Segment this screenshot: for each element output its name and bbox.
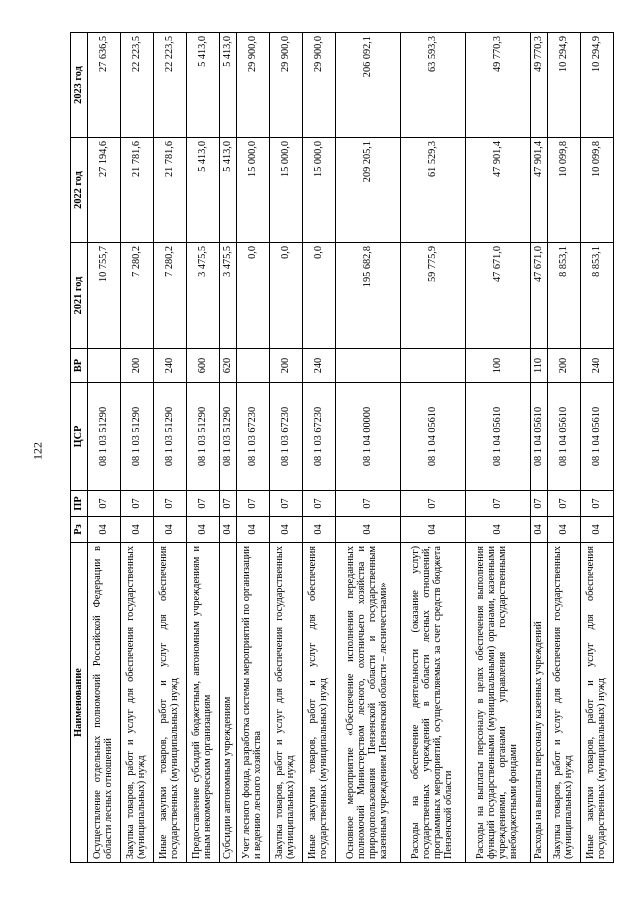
row-2022: 27 194,6: [88, 138, 121, 243]
table-row: [336, 33, 401, 863]
row-pr: 07: [220, 491, 237, 517]
row-2022: 15 000,0: [303, 138, 336, 243]
row-2022: 15 000,0: [270, 138, 303, 243]
row-name: Субсидии автономным учреждениям: [220, 543, 237, 863]
row-rz: 04: [581, 517, 614, 543]
table-row: [548, 33, 581, 863]
row-2021: 7 280,2: [121, 243, 154, 349]
row-name: Расходы на выплаты персоналу казенных учреждений: [531, 543, 548, 863]
table-row: [581, 33, 614, 863]
row-pr: 07: [154, 491, 187, 517]
row-2022: 61 529,3: [401, 138, 466, 243]
row-csr: 08 1 04 05610: [401, 383, 466, 491]
row-2022: 47 901,4: [531, 138, 548, 243]
row-vr: 200: [270, 349, 303, 383]
row-rz: 04: [336, 517, 401, 543]
row-csr: 08 1 04 05610: [466, 383, 531, 491]
row-2021: 8 853,1: [581, 243, 614, 349]
row-pr: 07: [531, 491, 548, 517]
row-csr: 08 1 04 00000: [336, 383, 401, 491]
row-vr: 600: [187, 349, 220, 383]
column-header-2023: 2023 год: [71, 33, 88, 138]
row-vr: [401, 349, 466, 383]
row-name: Иные закупки товаров, работ и услуг для обеспечения государственных (муниципальных) нужд: [581, 543, 614, 863]
row-vr: 240: [303, 349, 336, 383]
row-csr: 08 1 03 51290: [220, 383, 237, 491]
row-2021: 0,0: [237, 243, 270, 349]
row-csr: 08 1 03 51290: [88, 383, 121, 491]
row-name: Осуществление отдельных полномочий Российской Федерации в области лесных отношений: [88, 543, 121, 863]
row-pr: 07: [548, 491, 581, 517]
row-vr: 240: [581, 349, 614, 383]
table-row: [466, 33, 531, 863]
row-2021: 59 775,9: [401, 243, 466, 349]
row-pr: 07: [237, 491, 270, 517]
row-2023: 29 900,0: [303, 33, 336, 138]
row-pr: 07: [121, 491, 154, 517]
row-2023: 5 413,0: [187, 33, 220, 138]
row-2021: 47 671,0: [466, 243, 531, 349]
row-pr: 07: [303, 491, 336, 517]
row-rz: 04: [154, 517, 187, 543]
row-2023: 10 294,9: [548, 33, 581, 138]
row-pr: 07: [270, 491, 303, 517]
row-pr: 07: [466, 491, 531, 517]
row-csr: 08 1 04 05610: [581, 383, 614, 491]
row-2022: 21 781,6: [154, 138, 187, 243]
row-name: Основное мероприятие «Обеспечение исполнения переданных полномочий Министерством лесного, охотничьего хозяйства и природопользования Пензенской области и государственным казенным учреждением Пензенской области – лесничествами»: [336, 543, 401, 863]
row-vr: 200: [548, 349, 581, 383]
row-2022: 15 000,0: [237, 138, 270, 243]
row-csr: 08 1 03 67230: [270, 383, 303, 491]
row-2021: 10 755,7: [88, 243, 121, 349]
table-row: [220, 33, 237, 863]
row-vr: 240: [154, 349, 187, 383]
row-name: Закупка товаров, работ и услуг для обеспечения государственных (муниципальных) нужд: [548, 543, 581, 863]
row-name: Иные закупки товаров, работ и услуг для обеспечения государственных (муниципальных) нужд: [303, 543, 336, 863]
row-name: Иные закупки товаров, работ и услуг для обеспечения государственных (муниципальных) нужд: [154, 543, 187, 863]
page-number: 122: [30, 442, 45, 460]
row-vr: 100: [466, 349, 531, 383]
table-header-row: [71, 33, 88, 863]
row-name: Закупка товаров, работ и услуг для обеспечения государственных (муниципальных) нужд: [121, 543, 154, 863]
budget-table: [70, 32, 614, 863]
row-2023: 27 636,5: [88, 33, 121, 138]
table-row: [154, 33, 187, 863]
row-2023: 22 223,5: [154, 33, 187, 138]
column-header-name: Наименование: [71, 543, 88, 863]
row-2023: 22 223,5: [121, 33, 154, 138]
row-2022: 209 205,1: [336, 138, 401, 243]
row-2022: 5 413,0: [220, 138, 237, 243]
row-name: Расходы на обеспечение деятельности (оказание услуг) государственных учреждений в области лесных отношений, программных мероприятий, осуществляемых за счет средств бюджета Пензенской области: [401, 543, 466, 863]
row-vr: 620: [220, 349, 237, 383]
row-pr: 07: [581, 491, 614, 517]
column-header-pr: ПР: [71, 491, 88, 517]
row-2022: 47 901,4: [466, 138, 531, 243]
row-2023: 10 294,9: [581, 33, 614, 138]
row-rz: 04: [401, 517, 466, 543]
column-header-vr: ВР: [71, 349, 88, 383]
row-2022: 21 781,6: [121, 138, 154, 243]
row-2022: 10 099,8: [548, 138, 581, 243]
row-csr: 08 1 04 05610: [531, 383, 548, 491]
row-rz: 04: [466, 517, 531, 543]
row-name: Расходы на выплаты персоналу в целях обеспечения выполнения функций государственными (муниципальными) органами, казенными учреждениями, органами управления государственными внебюджетными фондами: [466, 543, 531, 863]
row-2023: 49 770,3: [531, 33, 548, 138]
row-name: Закупка товаров, работ и услуг для обеспечения государственных (муниципальных) нужд: [270, 543, 303, 863]
row-2022: 10 099,8: [581, 138, 614, 243]
table-row: [270, 33, 303, 863]
row-csr: 08 1 03 51290: [187, 383, 220, 491]
table-row: [401, 33, 466, 863]
row-rz: 04: [270, 517, 303, 543]
table-row: [237, 33, 270, 863]
table-row: [88, 33, 121, 863]
column-header-csr: ЦСР: [71, 383, 88, 491]
row-vr: [237, 349, 270, 383]
row-vr: [88, 349, 121, 383]
row-pr: 07: [336, 491, 401, 517]
row-vr: 110: [531, 349, 548, 383]
row-2021: 8 853,1: [548, 243, 581, 349]
rotated-page-content: [70, 33, 608, 863]
row-2023: 29 900,0: [237, 33, 270, 138]
row-rz: 04: [88, 517, 121, 543]
row-2022: 5 413,0: [187, 138, 220, 243]
row-name: Предоставление субсидий бюджетным, автономным учреждениям и иным некоммерческим организациям: [187, 543, 220, 863]
row-2023: 29 900,0: [270, 33, 303, 138]
row-2021: 3 475,5: [187, 243, 220, 349]
row-name: Учет лесного фонда, разработка системы мероприятий по организации и ведению лесного хозяйства: [237, 543, 270, 863]
row-rz: 04: [187, 517, 220, 543]
row-2023: 206 092,1: [336, 33, 401, 138]
column-header-2021: 2021 год: [71, 243, 88, 349]
row-csr: 08 1 03 51290: [154, 383, 187, 491]
row-rz: 04: [531, 517, 548, 543]
row-rz: 04: [121, 517, 154, 543]
column-header-rz: Рз: [71, 517, 88, 543]
row-2021: 0,0: [303, 243, 336, 349]
row-vr: [336, 349, 401, 383]
row-2023: 49 770,3: [466, 33, 531, 138]
row-rz: 04: [548, 517, 581, 543]
row-2021: 3 475,5: [220, 243, 237, 349]
table-row: [531, 33, 548, 863]
row-pr: 07: [88, 491, 121, 517]
row-2021: 195 682,8: [336, 243, 401, 349]
row-2021: 47 671,0: [531, 243, 548, 349]
table-row: [187, 33, 220, 863]
row-rz: 04: [237, 517, 270, 543]
row-pr: 07: [401, 491, 466, 517]
row-2021: 7 280,2: [154, 243, 187, 349]
row-csr: 08 1 03 67230: [303, 383, 336, 491]
row-csr: 08 1 04 05610: [548, 383, 581, 491]
row-rz: 04: [303, 517, 336, 543]
row-rz: 04: [220, 517, 237, 543]
row-2021: 0,0: [270, 243, 303, 349]
table-row: [303, 33, 336, 863]
row-vr: 200: [121, 349, 154, 383]
table-row: [121, 33, 154, 863]
row-2023: 63 593,3: [401, 33, 466, 138]
row-csr: 08 1 03 67230: [237, 383, 270, 491]
row-csr: 08 1 03 51290: [121, 383, 154, 491]
row-2023: 5 413,0: [220, 33, 237, 138]
row-pr: 07: [187, 491, 220, 517]
column-header-2022: 2022 год: [71, 138, 88, 243]
